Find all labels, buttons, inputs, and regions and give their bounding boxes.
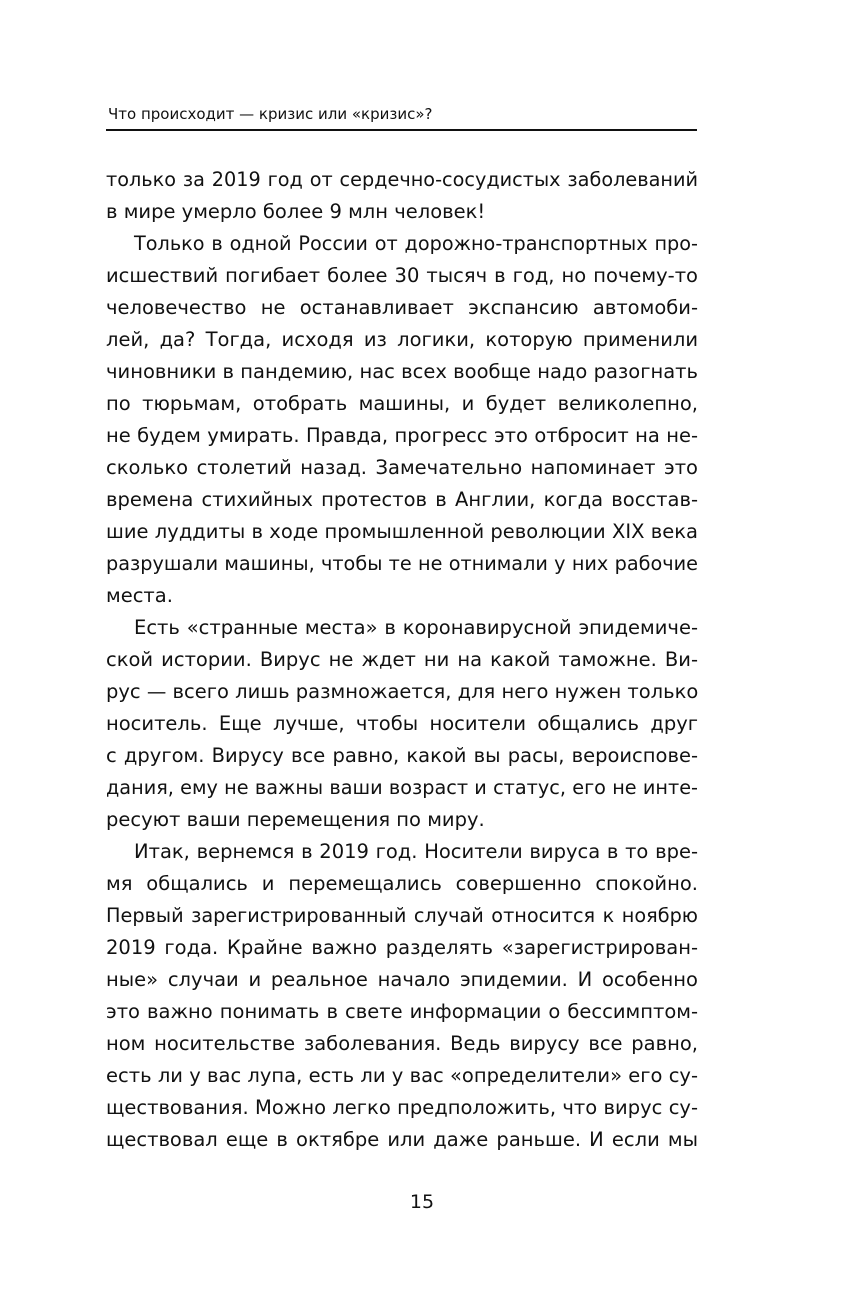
- text-line: шие луддиты в ходе промышленной революции XIX века: [106, 520, 698, 543]
- text-line: человечество не останавливает экспансию автомоби-: [106, 296, 698, 319]
- text-line: ществовал еще в октябре или даже раньше. И если мы: [106, 1128, 698, 1151]
- text-line: не будем умирать. Правда, прогресс это отбросит на не-: [106, 424, 698, 447]
- text-line: ществования. Можно легко предположить, что вирус су-: [106, 1096, 698, 1119]
- text-line: по тюрьмам, отобрать машины, и будет великолепно,: [106, 392, 698, 415]
- text-line: в мире умерло более 9 млн человек!: [106, 200, 486, 223]
- text-line: дания, ему не важны ваши возраст и статус, его не инте-: [106, 776, 698, 799]
- text-line: места.: [106, 584, 173, 607]
- text-line: ные» случаи и реальное начало эпидемии. И особенно: [106, 968, 698, 991]
- text-line: лей, да? Тогда, исходя из логики, которую применили: [106, 328, 698, 351]
- running-head: Что происходит — кризис или «кризис»?: [108, 105, 433, 123]
- text-line: ном носительстве заболевания. Ведь вирусу все равно,: [106, 1032, 698, 1055]
- text-line: времена стихийных протестов в Англии, когда восстав-: [106, 488, 698, 511]
- paragraph-first-line: Только в одной России от дорожно-транспортных про-: [134, 232, 698, 255]
- text-line: только за 2019 год от сердечно-сосудистых заболеваний: [106, 168, 698, 191]
- paragraph-first-line: Итак, вернемся в 2019 год. Носители вируса в то вре-: [134, 840, 698, 863]
- text-line: рус — всего лишь размножается, для него нужен только: [106, 680, 699, 703]
- text-line: с другом. Вирусу все равно, какой вы расы, вероиспове-: [106, 744, 698, 767]
- text-line: ресуют ваши перемещения по миру.: [106, 808, 485, 831]
- text-line: ской истории. Вирус не ждет ни на какой таможне. Ви-: [106, 648, 698, 671]
- text-line: Первый зарегистрированный случай относится к ноябрю: [106, 904, 698, 927]
- page-number: 15: [409, 1191, 435, 1213]
- text-line: разрушали машины, чтобы те не отнимали у них рабочие: [106, 552, 698, 575]
- text-line: сколько столетий назад. Замечательно напоминает это: [106, 456, 698, 479]
- text-line: есть ли у вас лупа, есть ли у вас «определители» его су-: [106, 1064, 698, 1087]
- text-line: 2019 года. Крайне важно разделять «зарегистрирован-: [106, 936, 698, 959]
- body-text: [106, 164, 698, 1156]
- text-line: чиновники в пандемию, нас всех вообще надо разогнать: [106, 360, 698, 383]
- paragraph-first-line: Есть «странные места» в коронавирусной эпидемиче-: [134, 616, 698, 639]
- text-line: исшествий погибает более 30 тысяч в год, но почему-то: [106, 264, 698, 287]
- text-line: мя общались и перемещались совершенно спокойно.: [106, 872, 698, 895]
- text-line: это важно понимать в свете информации о бессимптом-: [106, 1000, 698, 1023]
- header-rule: [106, 129, 697, 131]
- text-line: носитель. Еще лучше, чтобы носители общались друг: [106, 712, 698, 735]
